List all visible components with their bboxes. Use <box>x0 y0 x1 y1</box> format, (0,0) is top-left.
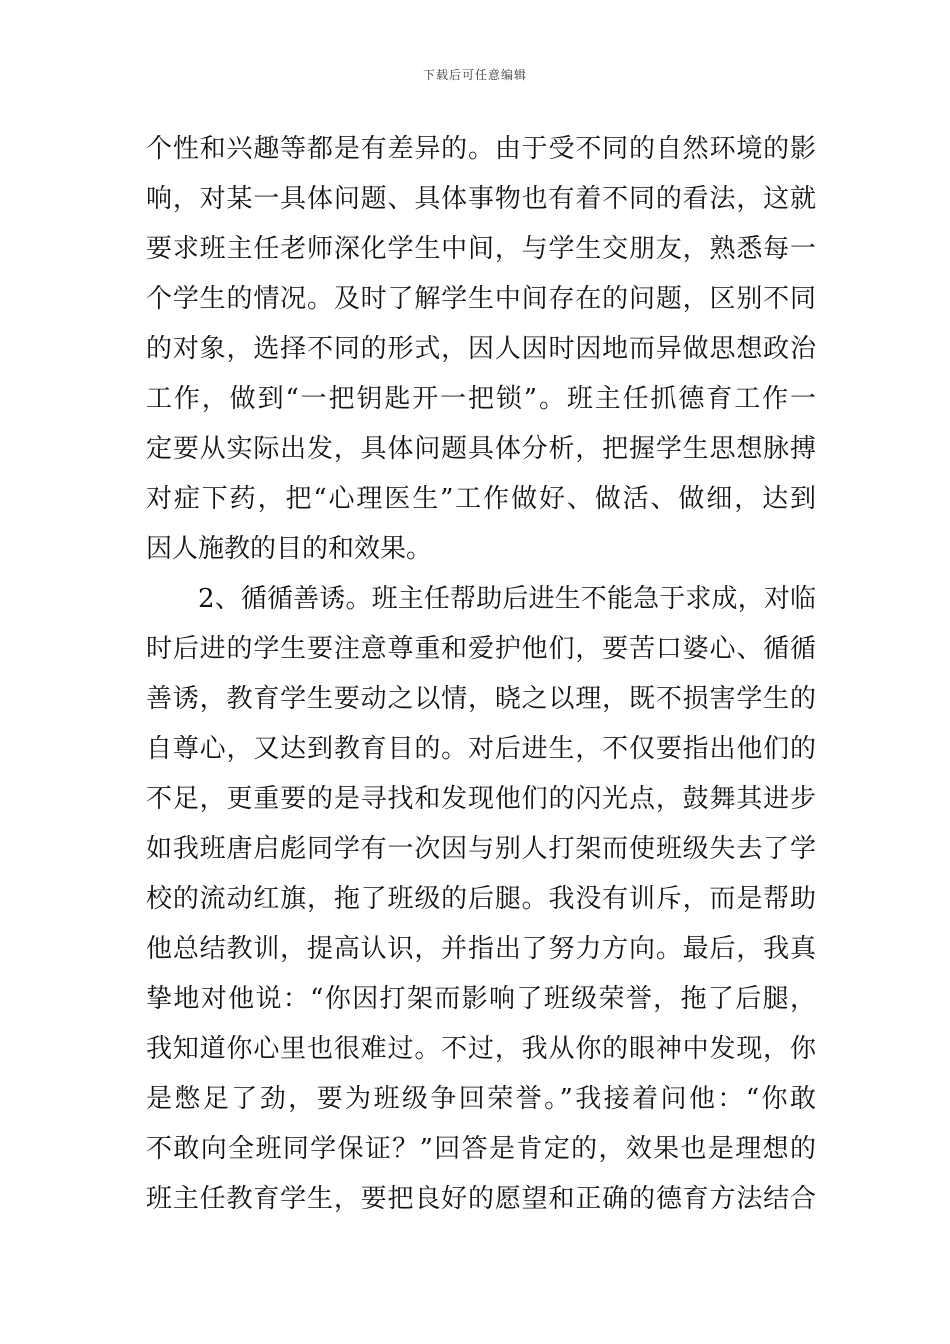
text-line: 个性和兴趣等都是有差异的。由于受不同的自然环境的影 <box>146 134 816 164</box>
text-line: 善诱，教育学生要动之以情，晓之以理，既不损害学生的 <box>146 684 816 714</box>
text-line: 时后进的学生要注意尊重和爱护他们，要苦口婆心、循循 <box>146 634 816 664</box>
text-line: 挚地对他说：“你因打架而影响了班级荣誉，拖了后腿， <box>146 984 816 1014</box>
text-line: 个学生的情况。及时了解学生中间存在的问题，区别不同 <box>146 284 816 314</box>
text-line: 我知道你心里也很难过。不过，我从你的眼神中发现，你 <box>146 1034 816 1064</box>
text-line: 响，对某一具体问题、具体事物也有着不同的看法，这就 <box>146 184 816 214</box>
text-line: 是憋足了劲，要为班级争回荣誉。”我接着问他：“你敢 <box>146 1084 816 1114</box>
text-line: 工作，做到“一把钥匙开一把锁”。班主任抓德育工作一 <box>146 384 816 414</box>
body-text <box>146 124 816 1224</box>
text-line: 要求班主任老师深化学生中间，与学生交朋友，熟悉每一 <box>146 234 816 264</box>
text-line: 班主任教育学生，要把良好的愿望和正确的德育方法结合 <box>146 1184 816 1214</box>
text-line: 不足，更重要的是寻找和发现他们的闪光点，鼓舞其进步 <box>146 784 816 814</box>
text-line: 如我班唐启彪同学有一次因与别人打架而使班级失去了学 <box>146 834 816 864</box>
text-line: 的对象，选择不同的形式，因人因时因地而异做思想政治 <box>146 334 816 364</box>
text-line: 定要从实际出发，具体问题具体分析，把握学生思想脉搏 <box>146 434 816 464</box>
text-line: 他总结教训，提高认识，并指出了努力方向。最后，我真 <box>146 934 816 964</box>
text-line: 因人施教的目的和效果。 <box>146 534 433 564</box>
text-line: 2、循循善诱。班主任帮助后进生不能急于求成，对临 <box>198 584 816 614</box>
text-line: 不敢向全班同学保证？”回答是肯定的，效果也是理想的 <box>146 1134 816 1164</box>
text-line: 对症下药，把“心理医生”工作做好、做活、做细，达到 <box>146 484 816 514</box>
text-line: 校的流动红旗，拖了班级的后腿。我没有训斥，而是帮助 <box>146 884 816 914</box>
page-header: 下载后可任意编辑 <box>422 68 527 82</box>
text-line: 自尊心，又达到教育目的。对后进生，不仅要指出他们的 <box>146 734 816 764</box>
